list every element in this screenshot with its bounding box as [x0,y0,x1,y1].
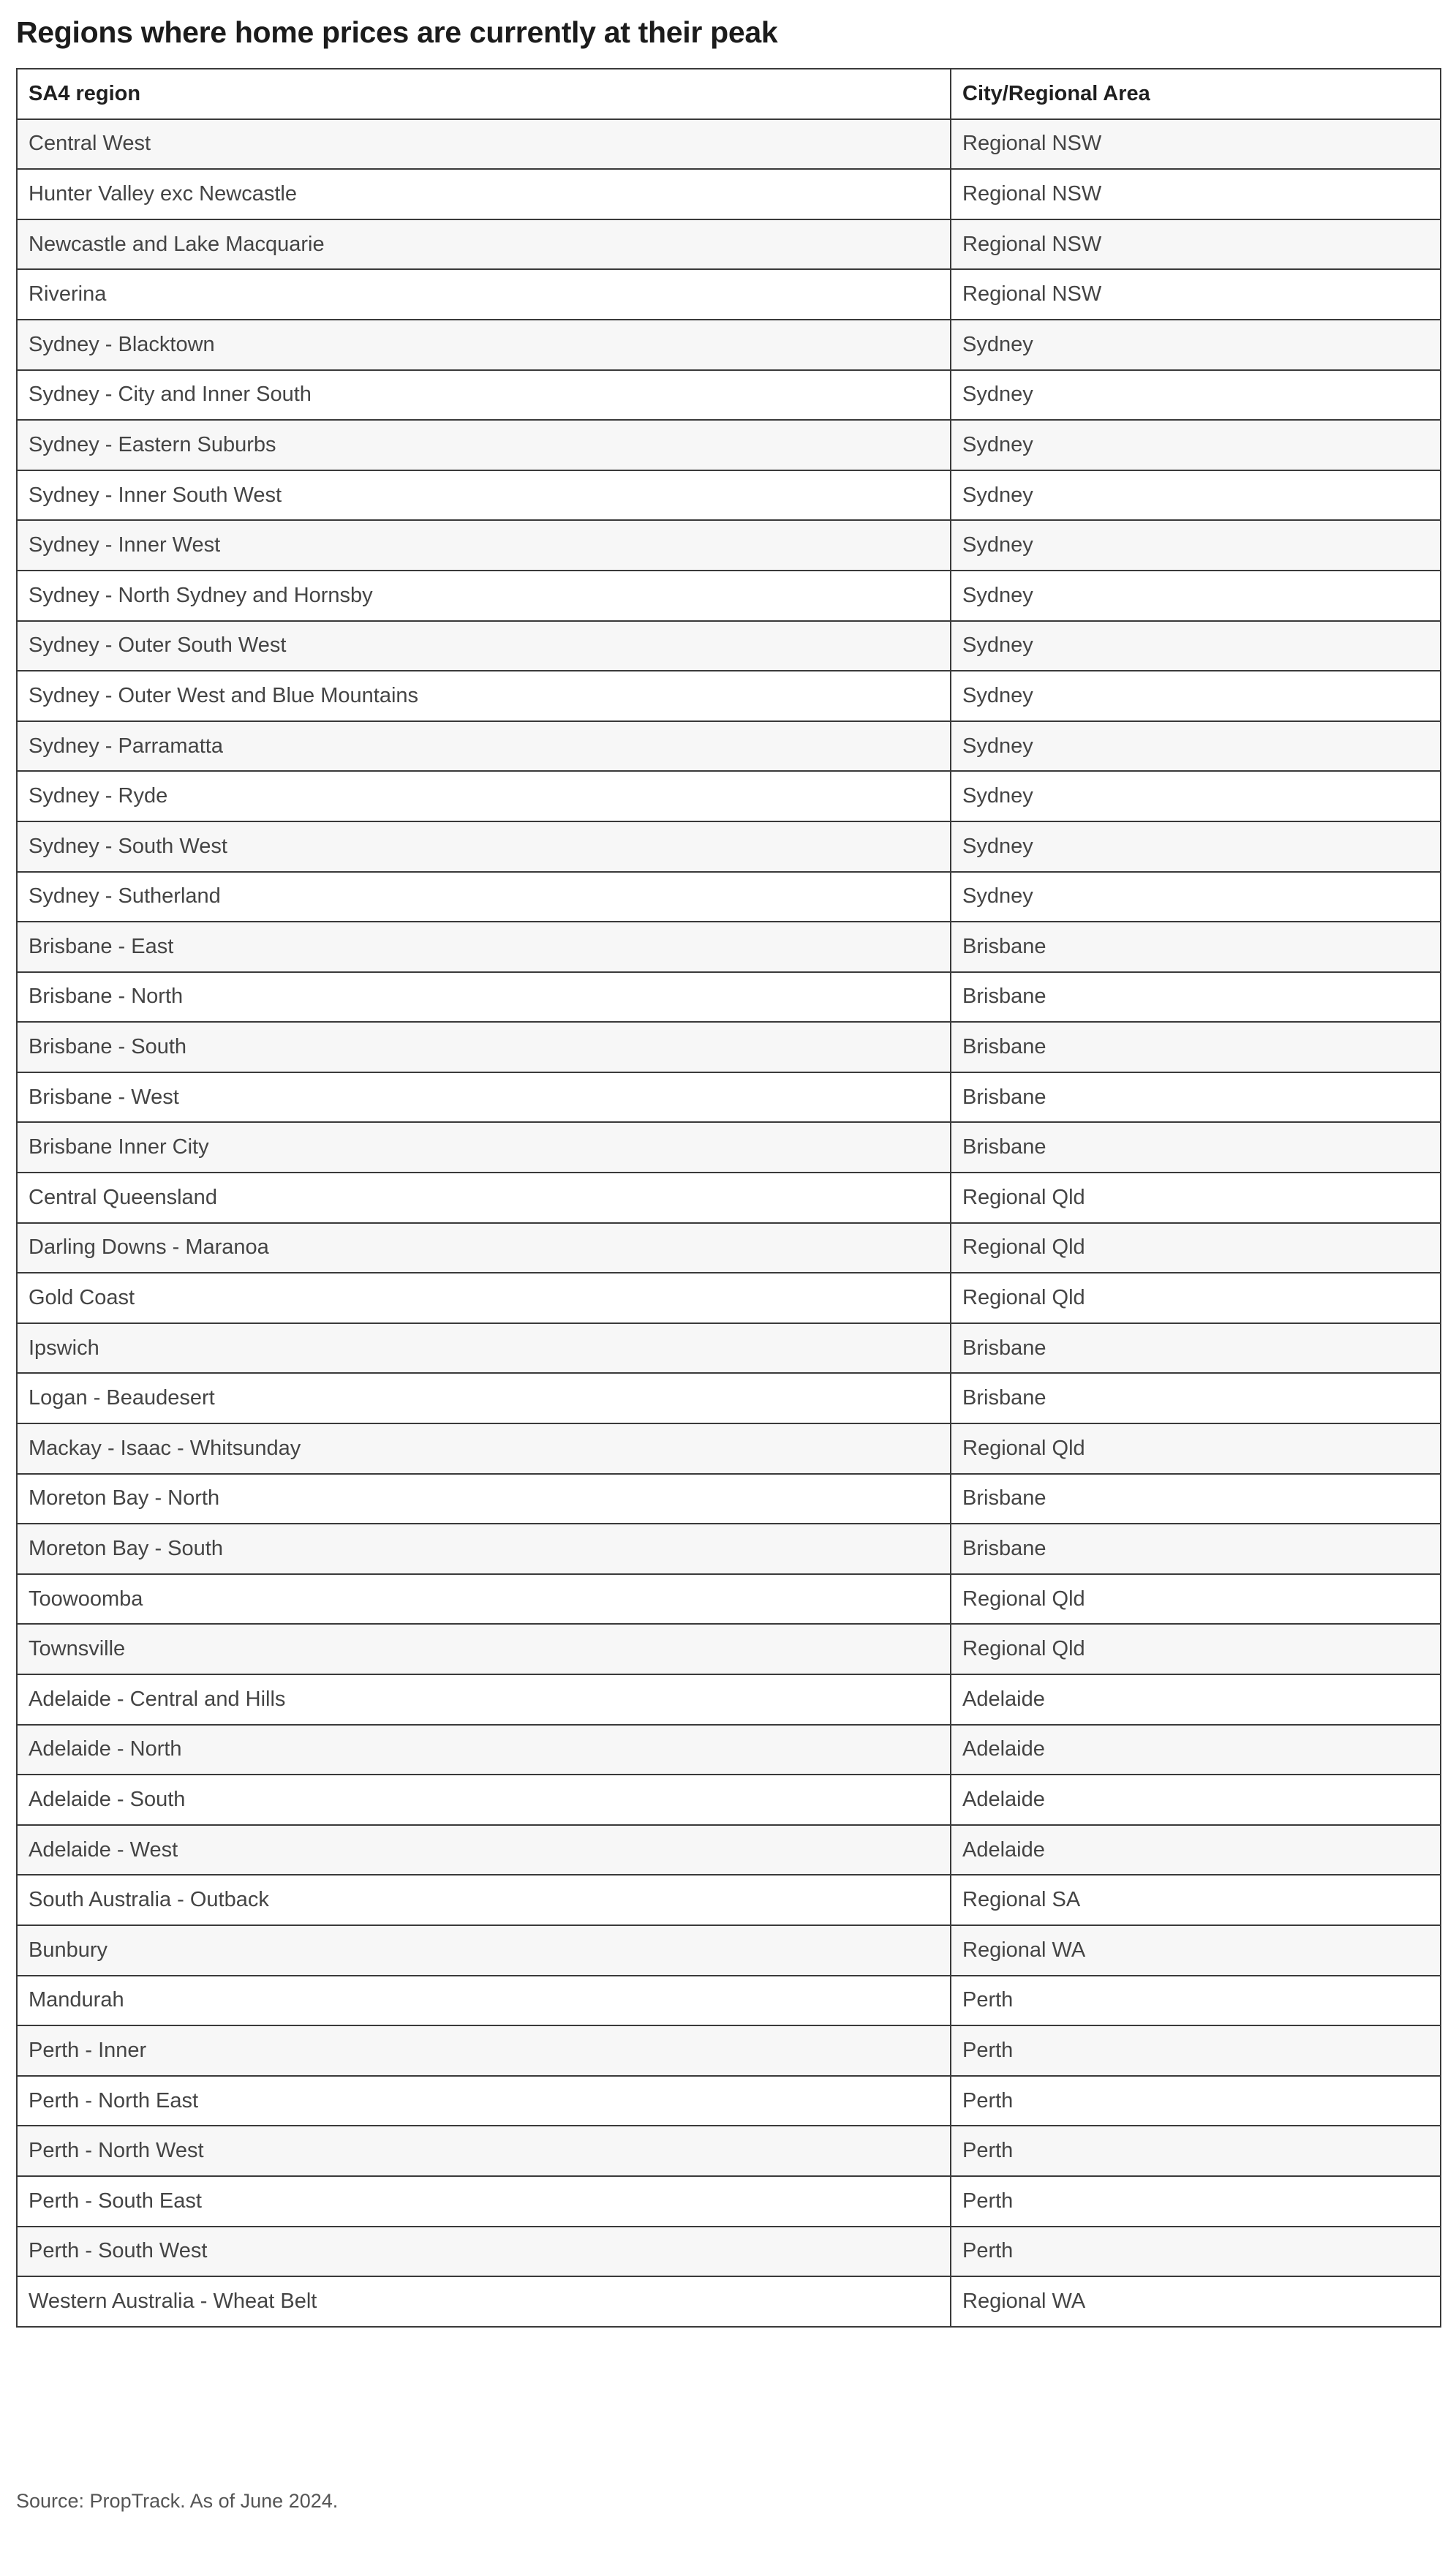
cell-city-regional-area: Adelaide [951,1775,1441,1825]
table-row [17,119,1441,170]
cell-city-regional-area: Perth [951,1976,1441,2026]
table-header-row [17,69,1441,119]
table-row [17,2227,1441,2277]
cell-city-regional-area: Regional WA [951,1925,1441,1976]
cell-city-regional-area: Sydney [951,621,1441,671]
cell-sa4-region: Bunbury [17,1925,951,1976]
cell-city-regional-area: Perth [951,2126,1441,2176]
cell-sa4-region: Brisbane Inner City [17,1122,951,1173]
cell-sa4-region: Mandurah [17,1976,951,2026]
cell-sa4-region: Hunter Valley exc Newcastle [17,169,951,219]
cell-city-regional-area: Regional Qld [951,1624,1441,1674]
cell-city-regional-area: Perth [951,2176,1441,2227]
cell-city-regional-area: Brisbane [951,1072,1441,1123]
cell-sa4-region: Ipswich [17,1323,951,1374]
cell-sa4-region: Sydney - City and Inner South [17,370,951,421]
cell-city-regional-area: Brisbane [951,1474,1441,1524]
cell-sa4-region: Newcastle and Lake Macquarie [17,219,951,270]
table-row [17,671,1441,721]
cell-city-regional-area: Regional NSW [951,119,1441,170]
cell-sa4-region: Logan - Beaudesert [17,1373,951,1423]
cell-city-regional-area: Brisbane [951,922,1441,972]
cell-sa4-region: Adelaide - West [17,1825,951,1875]
cell-sa4-region: Central West [17,119,951,170]
cell-sa4-region: Brisbane - South [17,1022,951,1072]
cell-sa4-region: Moreton Bay - North [17,1474,951,1524]
cell-city-regional-area: Perth [951,2227,1441,2277]
table-row [17,370,1441,421]
cell-city-regional-area: Regional NSW [951,169,1441,219]
cell-city-regional-area: Adelaide [951,1725,1441,1775]
table-row [17,771,1441,821]
source-note: Source: PropTrack. As of June 2024. [16,2490,339,2512]
table-row [17,1725,1441,1775]
cell-city-regional-area: Regional Qld [951,1273,1441,1323]
table-row [17,1474,1441,1524]
cell-city-regional-area: Adelaide [951,1825,1441,1875]
table-row [17,1674,1441,1725]
page-title: Regions where home prices are currently at their peak [16,15,778,49]
cell-sa4-region: Adelaide - North [17,1725,951,1775]
cell-city-regional-area: Brisbane [951,1524,1441,1574]
table-row [17,520,1441,571]
cell-sa4-region: Sydney - Inner West [17,520,951,571]
table-row [17,1173,1441,1223]
table-row [17,721,1441,772]
cell-city-regional-area: Sydney [951,821,1441,872]
table-row [17,420,1441,470]
table-row [17,1122,1441,1173]
cell-sa4-region: Brisbane - East [17,922,951,972]
cell-city-regional-area: Sydney [951,420,1441,470]
cell-city-regional-area: Regional NSW [951,269,1441,320]
table-body [17,119,1441,2327]
cell-sa4-region: South Australia - Outback [17,1875,951,1925]
cell-city-regional-area: Brisbane [951,1022,1441,1072]
table-row [17,1373,1441,1423]
cell-city-regional-area: Adelaide [951,1674,1441,1725]
regions-table [16,68,1441,2328]
cell-sa4-region: Sydney - South West [17,821,951,872]
cell-sa4-region: Adelaide - Central and Hills [17,1674,951,1725]
table-row [17,571,1441,621]
cell-city-regional-area: Perth [951,2076,1441,2126]
table-row [17,1925,1441,1976]
cell-sa4-region: Townsville [17,1624,951,1674]
cell-city-regional-area: Regional Qld [951,1423,1441,1474]
table-row [17,1223,1441,1273]
cell-sa4-region: Sydney - Inner South West [17,470,951,521]
table-row [17,320,1441,370]
cell-city-regional-area: Sydney [951,520,1441,571]
table-row [17,2276,1441,2327]
cell-sa4-region: Sydney - Parramatta [17,721,951,772]
cell-sa4-region: Sydney - Sutherland [17,872,951,922]
cell-city-regional-area: Perth [951,2025,1441,2076]
table-row [17,821,1441,872]
cell-sa4-region: Perth - South West [17,2227,951,2277]
cell-sa4-region: Toowoomba [17,1574,951,1625]
cell-sa4-region: Central Queensland [17,1173,951,1223]
cell-city-regional-area: Regional NSW [951,219,1441,270]
table-row [17,2126,1441,2176]
cell-city-regional-area: Sydney [951,571,1441,621]
cell-sa4-region: Sydney - Outer West and Blue Mountains [17,671,951,721]
cell-sa4-region: Mackay - Isaac - Whitsunday [17,1423,951,1474]
table-row [17,1072,1441,1123]
cell-sa4-region: Sydney - North Sydney and Hornsby [17,571,951,621]
table-row [17,470,1441,521]
cell-city-regional-area: Sydney [951,370,1441,421]
table-row [17,2025,1441,2076]
cell-sa4-region: Riverina [17,269,951,320]
table-row [17,2176,1441,2227]
table-row [17,872,1441,922]
table-row [17,1775,1441,1825]
cell-sa4-region: Sydney - Outer South West [17,621,951,671]
cell-city-regional-area: Regional SA [951,1875,1441,1925]
table-row [17,922,1441,972]
table-row [17,1624,1441,1674]
table-row [17,972,1441,1023]
cell-city-regional-area: Brisbane [951,1323,1441,1374]
cell-city-regional-area: Sydney [951,320,1441,370]
table-row [17,269,1441,320]
table-row [17,1022,1441,1072]
table-row [17,1875,1441,1925]
cell-city-regional-area: Brisbane [951,1373,1441,1423]
table-row [17,1423,1441,1474]
column-header-city-regional-area: City/Regional Area [951,69,1441,119]
cell-city-regional-area: Sydney [951,771,1441,821]
cell-city-regional-area: Sydney [951,470,1441,521]
cell-sa4-region: Brisbane - West [17,1072,951,1123]
cell-sa4-region: Sydney - Eastern Suburbs [17,420,951,470]
cell-sa4-region: Perth - South East [17,2176,951,2227]
cell-city-regional-area: Brisbane [951,972,1441,1023]
cell-city-regional-area: Regional Qld [951,1173,1441,1223]
cell-city-regional-area: Sydney [951,872,1441,922]
table-row [17,219,1441,270]
cell-city-regional-area: Regional Qld [951,1223,1441,1273]
cell-sa4-region: Western Australia - Wheat Belt [17,2276,951,2327]
table-row [17,621,1441,671]
table-row [17,1524,1441,1574]
table-row [17,1273,1441,1323]
table-row [17,1976,1441,2026]
cell-sa4-region: Brisbane - North [17,972,951,1023]
cell-city-regional-area: Brisbane [951,1122,1441,1173]
cell-sa4-region: Sydney - Blacktown [17,320,951,370]
cell-sa4-region: Darling Downs - Maranoa [17,1223,951,1273]
cell-city-regional-area: Sydney [951,721,1441,772]
column-header-sa4-region: SA4 region [17,69,951,119]
cell-sa4-region: Gold Coast [17,1273,951,1323]
cell-sa4-region: Perth - North West [17,2126,951,2176]
table-row [17,1825,1441,1875]
cell-city-regional-area: Regional WA [951,2276,1441,2327]
cell-sa4-region: Sydney - Ryde [17,771,951,821]
cell-sa4-region: Adelaide - South [17,1775,951,1825]
table-row [17,2076,1441,2126]
cell-sa4-region: Perth - Inner [17,2025,951,2076]
table-row [17,169,1441,219]
cell-city-regional-area: Regional Qld [951,1574,1441,1625]
cell-sa4-region: Moreton Bay - South [17,1524,951,1574]
table-row [17,1574,1441,1625]
table-row [17,1323,1441,1374]
cell-city-regional-area: Sydney [951,671,1441,721]
cell-sa4-region: Perth - North East [17,2076,951,2126]
